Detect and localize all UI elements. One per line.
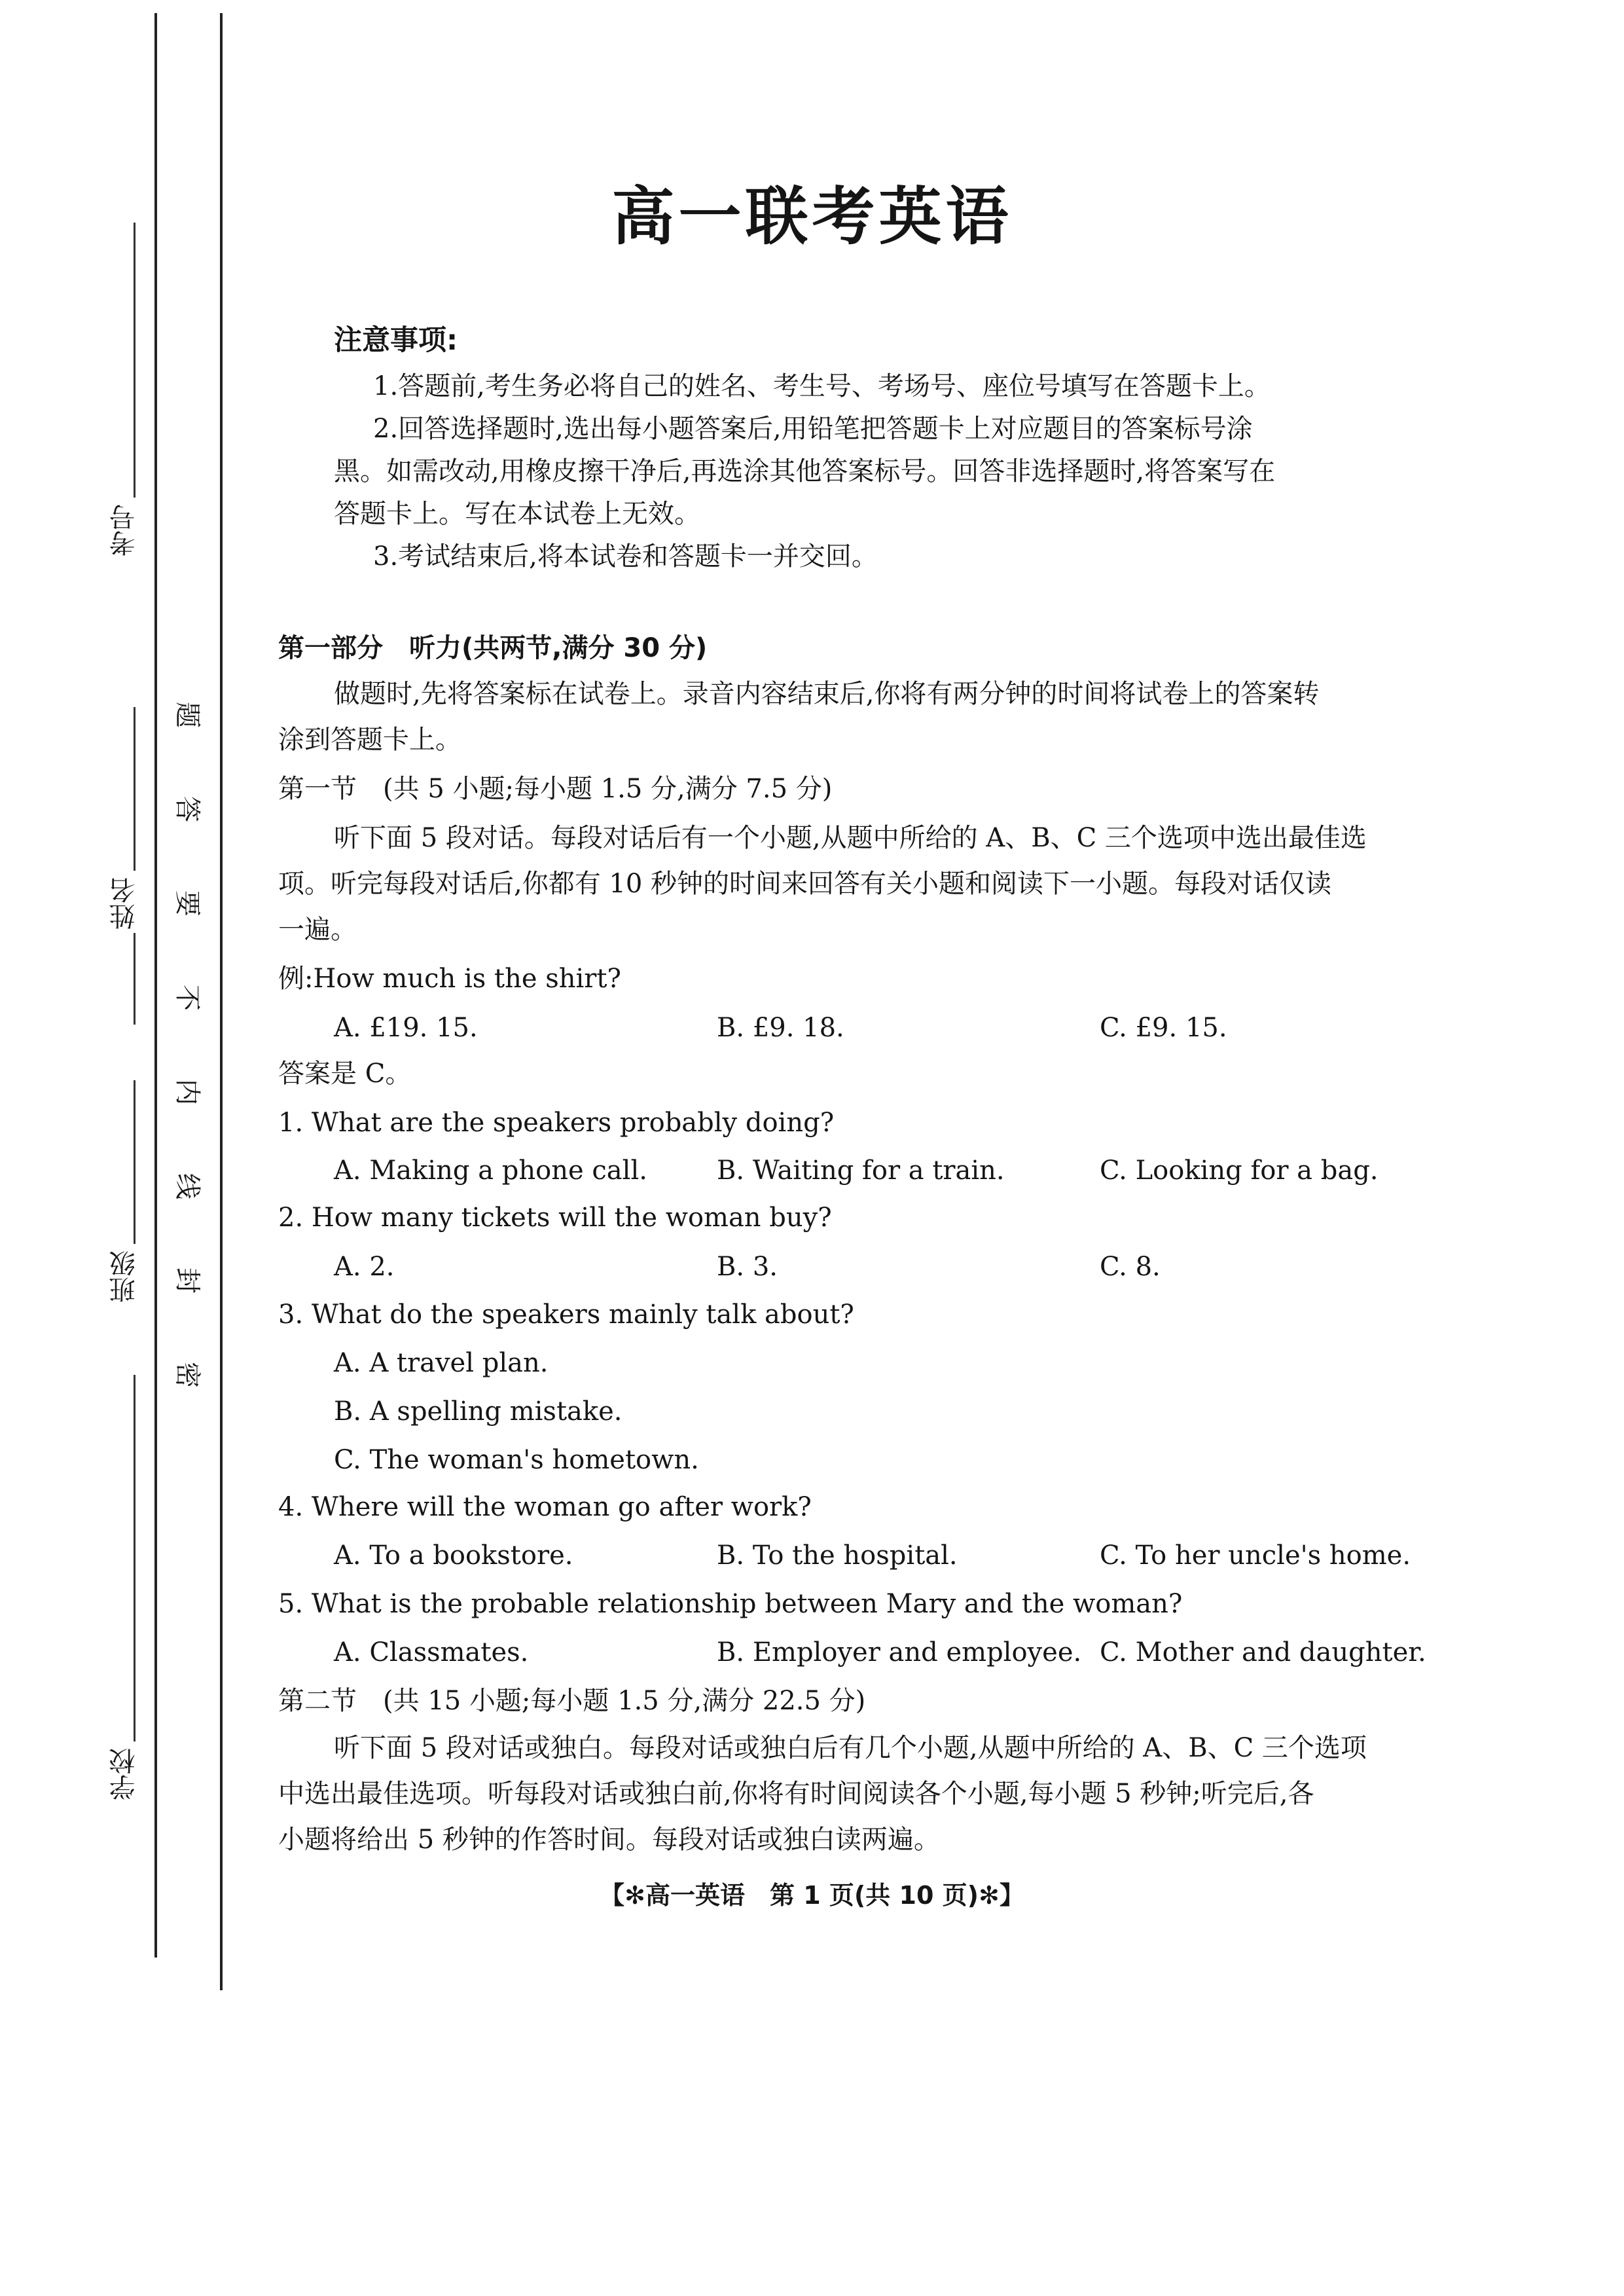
field-banji — [92, 1080, 157, 1355]
section1-instructions-line-2: 项。听完每段对话后,你都有 10 秒钟的时间来回答有关小题和阅读下一小题。每段对话仅读 — [278, 869, 1332, 899]
field-kaohao-line[interactable] — [134, 223, 135, 498]
section1-instructions-line-3: 一遍。 — [278, 915, 357, 945]
question-4: 4. Where will the woman go after work? — [278, 1492, 812, 1522]
page-footer: 【✻高一英语 第 1 页(共 10 页)✻】 — [600, 1881, 1024, 1910]
section2-heading: 第二节 (共 15 小题;每小题 1.5 分,满分 22.5 分) — [278, 1686, 866, 1716]
notice-item-1: 1.答题前,考生务必将自己的姓名、考生号、考场号、座位号填写在答题卡上。 — [373, 371, 1271, 401]
question-1: 1. What are the speakers probably doing? — [278, 1108, 835, 1138]
field-xingming-line-lower[interactable] — [134, 933, 135, 1025]
field-xuexiao-line[interactable] — [134, 1375, 135, 1741]
field-banji-label: 班级 — [109, 1250, 139, 1303]
part1-intro-line-1: 做题时,先将答案标在试卷上。录音内容结束后,你将有两分钟的时间将试卷上的答案转 — [334, 679, 1320, 709]
q5-option-c: C. Mother and daughter. — [1100, 1637, 1426, 1667]
q1-option-c: C. Looking for a bag. — [1100, 1156, 1379, 1186]
section2-instructions-line-2: 中选出最佳选项。听每段对话或独白前,你将有时间阅读各个小题,每小题 5 秒钟;听完后,各 — [278, 1779, 1314, 1809]
page-title: 高一联考英语 — [611, 180, 1013, 253]
example-option-c: C. £9. 15. — [1100, 1013, 1227, 1043]
field-kaohao-label: 考号 — [109, 504, 139, 556]
part1-heading: 第一部分 听力(共两节,满分 30 分) — [278, 633, 708, 663]
seal-char: 线 — [172, 1173, 202, 1199]
q3-option-c: C. The woman's hometown. — [334, 1445, 699, 1475]
section2-instructions-line-3: 小题将给出 5 秒钟的作答时间。每段对话或独白读两遍。 — [278, 1825, 940, 1855]
notice-item-2-line-1: 2.回答选择题时,选出每小题答案后,用铅笔把答题卡上对应题目的答案标号涂 — [373, 414, 1253, 444]
question-5: 5. What is the probable relationship between Mary and the woman? — [278, 1589, 1183, 1619]
section1-instructions-line-1: 听下面 5 段对话。每段对话后有一个小题,从题中所给的 A、B、C 三个选项中选出最佳选 — [334, 823, 1367, 853]
part1-intro-line-2: 涂到答题卡上。 — [278, 725, 461, 755]
notice-item-2-line-3: 答题卡上。写在本试卷上无效。 — [334, 499, 700, 529]
notice-item-2-line-2: 黑。如需改动,用橡皮擦干净后,再选涂其他答案标号。回答非选择题时,将答案写在 — [334, 456, 1276, 486]
seal-char: 题 — [172, 702, 202, 728]
q3-option-b: B. A spelling mistake. — [334, 1396, 623, 1427]
example-question: 例:How much is the shirt? — [278, 964, 621, 994]
field-xingming-label: 姓名 — [109, 877, 139, 930]
notice-item-3: 3.考试结束后,将本试卷和答题卡一并交回。 — [373, 541, 878, 572]
question-2: 2. How many tickets will the woman buy? — [278, 1203, 832, 1233]
seal-char: 内 — [172, 1079, 202, 1105]
q4-option-b: B. To the hospital. — [717, 1540, 958, 1571]
field-xuexiao — [92, 1375, 157, 1807]
q1-option-b: B. Waiting for a train. — [717, 1156, 1005, 1186]
field-xingming-line[interactable] — [134, 707, 135, 871]
seal-char: 封 — [172, 1267, 202, 1294]
section1-heading: 第一节 (共 5 小题;每小题 1.5 分,满分 7.5 分) — [278, 774, 833, 804]
seal-char: 密 — [172, 1362, 202, 1388]
q2-option-c: C. 8. — [1100, 1252, 1161, 1282]
question-3: 3. What do the speakers mainly talk about? — [278, 1300, 854, 1330]
example-option-a: A. £19. 15. — [334, 1013, 478, 1043]
q4-option-c: C. To her uncle's home. — [1100, 1540, 1411, 1571]
seal-char: 要 — [172, 890, 202, 917]
seal-char: 不 — [172, 985, 202, 1011]
q1-option-a: A. Making a phone call. — [334, 1156, 647, 1186]
q3-option-a: A. A travel plan. — [334, 1348, 549, 1378]
q4-option-a: A. To a bookstore. — [334, 1540, 573, 1571]
example-answer: 答案是 C。 — [278, 1059, 412, 1089]
field-xuexiao-label: 学校 — [109, 1748, 139, 1800]
q2-option-b: B. 3. — [717, 1252, 778, 1282]
notice-heading: 注意事项: — [334, 324, 458, 357]
example-option-b: B. £9. 18. — [717, 1013, 844, 1043]
field-banji-line[interactable] — [134, 1080, 135, 1244]
seal-char: 答 — [172, 796, 202, 822]
q5-option-b: B. Employer and employee. — [717, 1637, 1082, 1667]
seal-notice — [171, 668, 203, 1422]
q2-option-a: A. 2. — [334, 1252, 395, 1282]
section2-instructions-line-1: 听下面 5 段对话或独白。每段对话或独白后有几个小题,从题中所给的 A、B、C 三个选项 — [334, 1733, 1367, 1763]
field-kaohao — [92, 223, 157, 563]
q5-option-a: A. Classmates. — [334, 1637, 529, 1667]
